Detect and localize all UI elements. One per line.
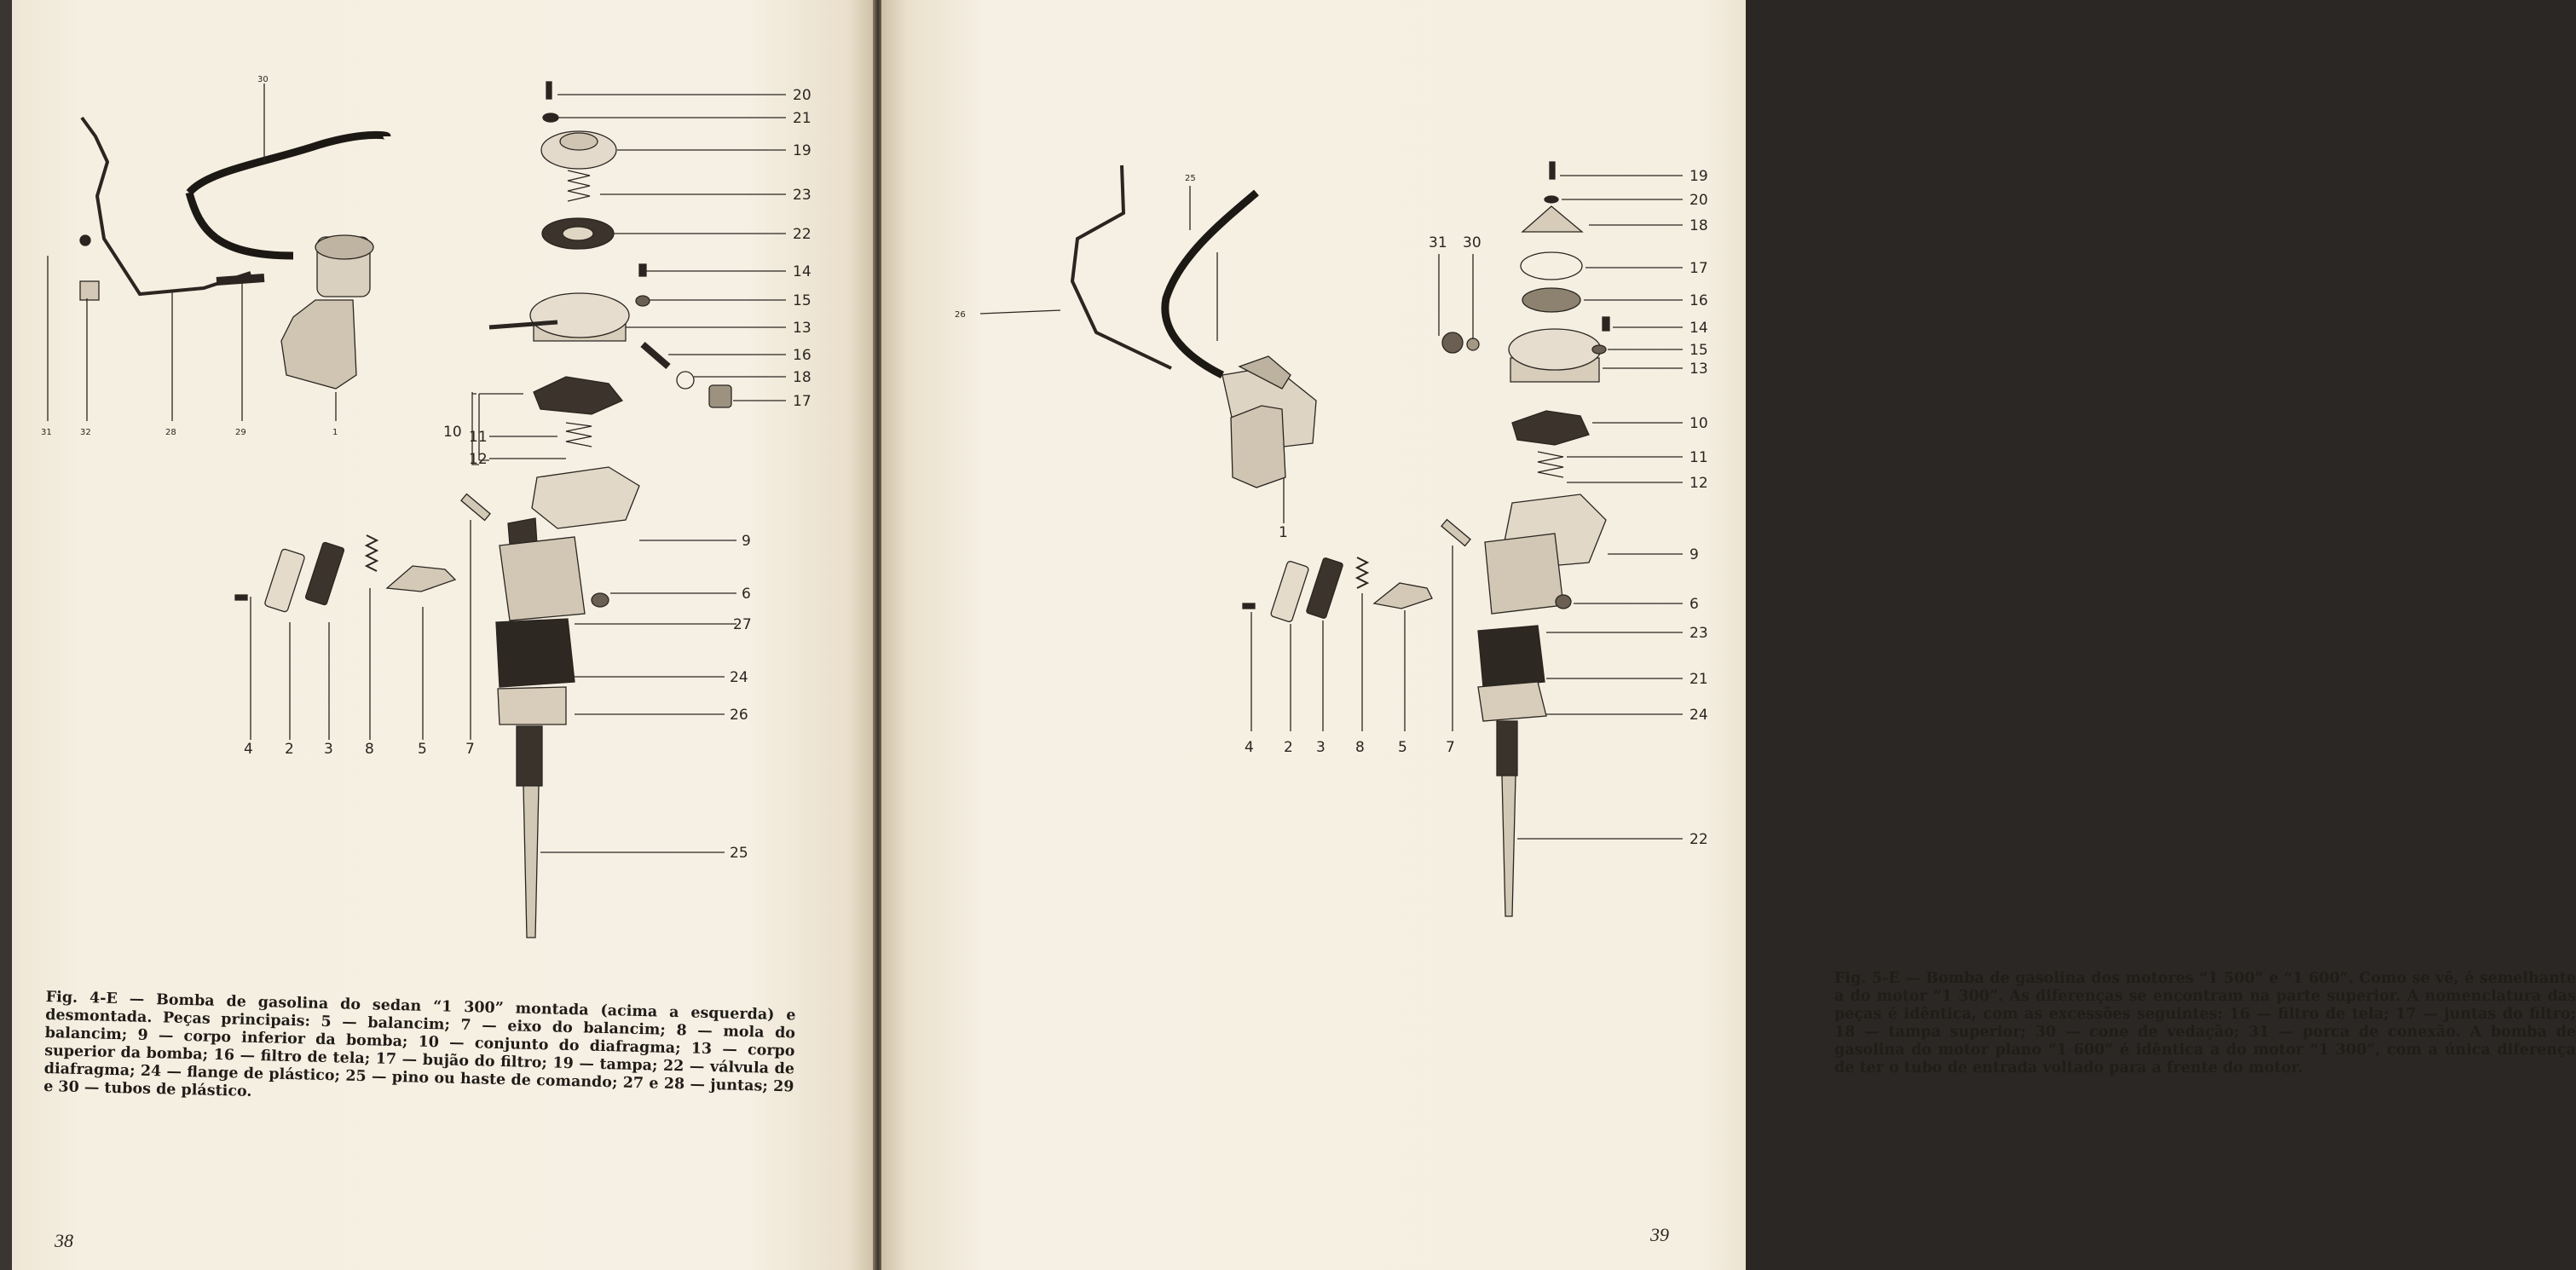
callout: 12 [1689,475,1708,492]
screw-4 [1243,603,1255,609]
callout: 32 [80,428,91,437]
diaphragm-10 [1512,411,1589,445]
pushrod-25 [523,786,539,938]
callout: 30 [257,75,269,84]
callout: 3 [1316,739,1326,756]
rod-base [1497,721,1517,776]
plastic-tube-30 [189,135,387,193]
gasket-3 [305,542,344,606]
nut-31 [1442,332,1463,353]
spring-11 [1538,452,1563,477]
page-number: 39 [1650,1224,1669,1245]
washer-15 [1592,345,1606,354]
callout: 10 [443,424,462,441]
figure-label: Fig. 5-E [1834,970,1900,987]
washer-20 [1545,196,1558,203]
screw-14 [1603,317,1609,331]
rod-base [517,726,542,786]
spring-8 [367,535,377,571]
callout: 26 [730,707,748,724]
callout: 18 [1689,217,1708,234]
callout: 25 [1185,174,1196,183]
figure-caption-4e [43,989,796,1114]
line-clip [80,235,90,245]
callout: 4 [244,741,253,758]
callout: 30 [1463,234,1481,251]
callout: 27 [733,616,752,633]
plastic-tube-25 [1165,193,1256,375]
nut-6 [1556,595,1571,609]
callout: 16 [793,347,811,364]
gasket-3 [1306,557,1343,619]
pushrod-22 [1502,776,1516,916]
nut-6 [592,593,609,607]
diaphragm-10 [534,377,622,414]
callout: 9 [1689,546,1699,563]
filter-16 [1522,288,1580,312]
plate-2 [1270,561,1309,623]
callout: 18 [793,369,811,386]
callout: 8 [1355,739,1365,756]
callout: 12 [469,451,488,468]
callout: 14 [1689,320,1708,337]
figure-caption-5e [1834,970,2576,1077]
callout: 6 [1689,596,1699,613]
callout: 13 [793,320,811,337]
filter-16 [643,344,668,367]
callout: 2 [1284,739,1293,756]
spring-12 [566,423,592,447]
clamp-32 [80,281,99,300]
callout: 19 [1689,168,1708,185]
shaft-7 [461,494,490,521]
screw-20 [546,82,552,99]
gasket-17 [1521,252,1582,280]
callout: 11 [469,429,488,446]
callout: 1 [332,428,338,437]
spring-8 [1357,557,1367,588]
rocker-5 [387,566,455,592]
top-cover-18 [1522,206,1582,232]
left-page [12,0,875,1270]
callout: 1 [1279,524,1288,541]
screw-14 [639,264,646,276]
callout: 28 [165,428,176,437]
callout: 22 [793,226,811,243]
flange-24 [1478,682,1546,721]
flange-21 [1478,626,1545,687]
callout: 20 [793,87,811,104]
callout: 19 [793,142,811,159]
figure-label: Fig. 4-E [45,989,118,1008]
callout: 15 [793,292,811,309]
callout: 25 [730,845,748,862]
callout: 24 [1689,707,1708,724]
callout: 11 [1689,449,1708,466]
right-page [881,0,2576,1270]
callout: 15 [1689,342,1708,359]
screw-4 [235,595,247,600]
lower-body-9 [532,467,639,528]
callout: 21 [1689,671,1708,688]
shaft-7 [1441,520,1470,546]
callout: 22 [1689,831,1708,848]
plug-17 [709,385,731,407]
rocker-5 [1374,583,1432,609]
callout: 16 [1689,292,1708,309]
plate-2 [264,548,305,612]
steel-fuel-line [1072,165,1171,368]
washer-21 [543,113,558,122]
callout: 3 [324,741,333,758]
callout: 17 [1689,260,1708,277]
callout: 10 [1689,415,1708,432]
flange-26 [498,687,566,724]
washer-15 [636,296,650,306]
callout: 24 [730,669,748,686]
callout: 6 [742,586,751,603]
plastic-flange-24 [496,619,575,687]
screw-19 [1550,162,1555,179]
callout: 2 [285,741,294,758]
callout: 5 [1398,739,1407,756]
caption-text: — Bomba de gasolina dos motores “1 500” e “1 600”. Como se vê, é semelhante a do motor “1 300”. As diferenças se encontram na parte superior. A nomenclatura das peças é idêntica, com as excessões seguintes: 16 — filtro de tela; 17 — juntas do filtro; 18 — tampa superior; 30 — cone de vedação; 31 — porca de conexão. A bomba de gasolina do motor plano “1 600” é idêntica a do motor “1 300”, com a única diferença de ter o tubo de entrada voltado para a frente do motor. [1834,970,2576,1077]
callout: 23 [1689,625,1708,642]
callout: 4 [1245,739,1254,756]
callout: 20 [1689,192,1708,209]
callout: 26 [955,310,966,320]
cone-30 [1467,338,1479,350]
assembled-pump-base [1231,406,1285,488]
callout: 29 [235,428,246,437]
callout: 14 [793,263,811,280]
callout: 31 [1429,234,1447,251]
callout: 7 [465,741,475,758]
gasket-18 [677,372,694,389]
callout: 5 [418,741,427,758]
callout: 8 [365,741,374,758]
callout: 7 [1446,739,1455,756]
caption-text: — Bomba de gasolina do sedan “1 300” montada (acima a esquerda) e desmontada. Peças principais: 5 — balancim; 7 — eixo do balancim; 8 — mola do balancim; 9 — corpo inferior da bomba; 10 — conjunto do diafragma; 13 — corpo superior da bomba; 16 — filtro de tela; 17 — bujão do filtro; 19 — tampa; 22 — válvula de diafragma; 24 — flange de plástico; 25 — pino ou haste de comando; 27 e 28 — juntas; 29 e 30 — tubos de plástico. [43,990,796,1100]
callout: 21 [793,110,811,127]
steel-fuel-line [82,118,251,294]
callout: 23 [793,187,811,204]
plastic-tube-29 [217,278,264,281]
callout: 17 [793,393,811,410]
callout: 31 [41,428,52,437]
callout: 13 [1689,361,1708,378]
fig-5e-exploded-diagram [881,0,1746,1270]
callout: 9 [742,533,751,550]
page-number: 38 [55,1230,73,1251]
assembled-pump-base [281,300,356,389]
spring-23 [568,170,590,201]
